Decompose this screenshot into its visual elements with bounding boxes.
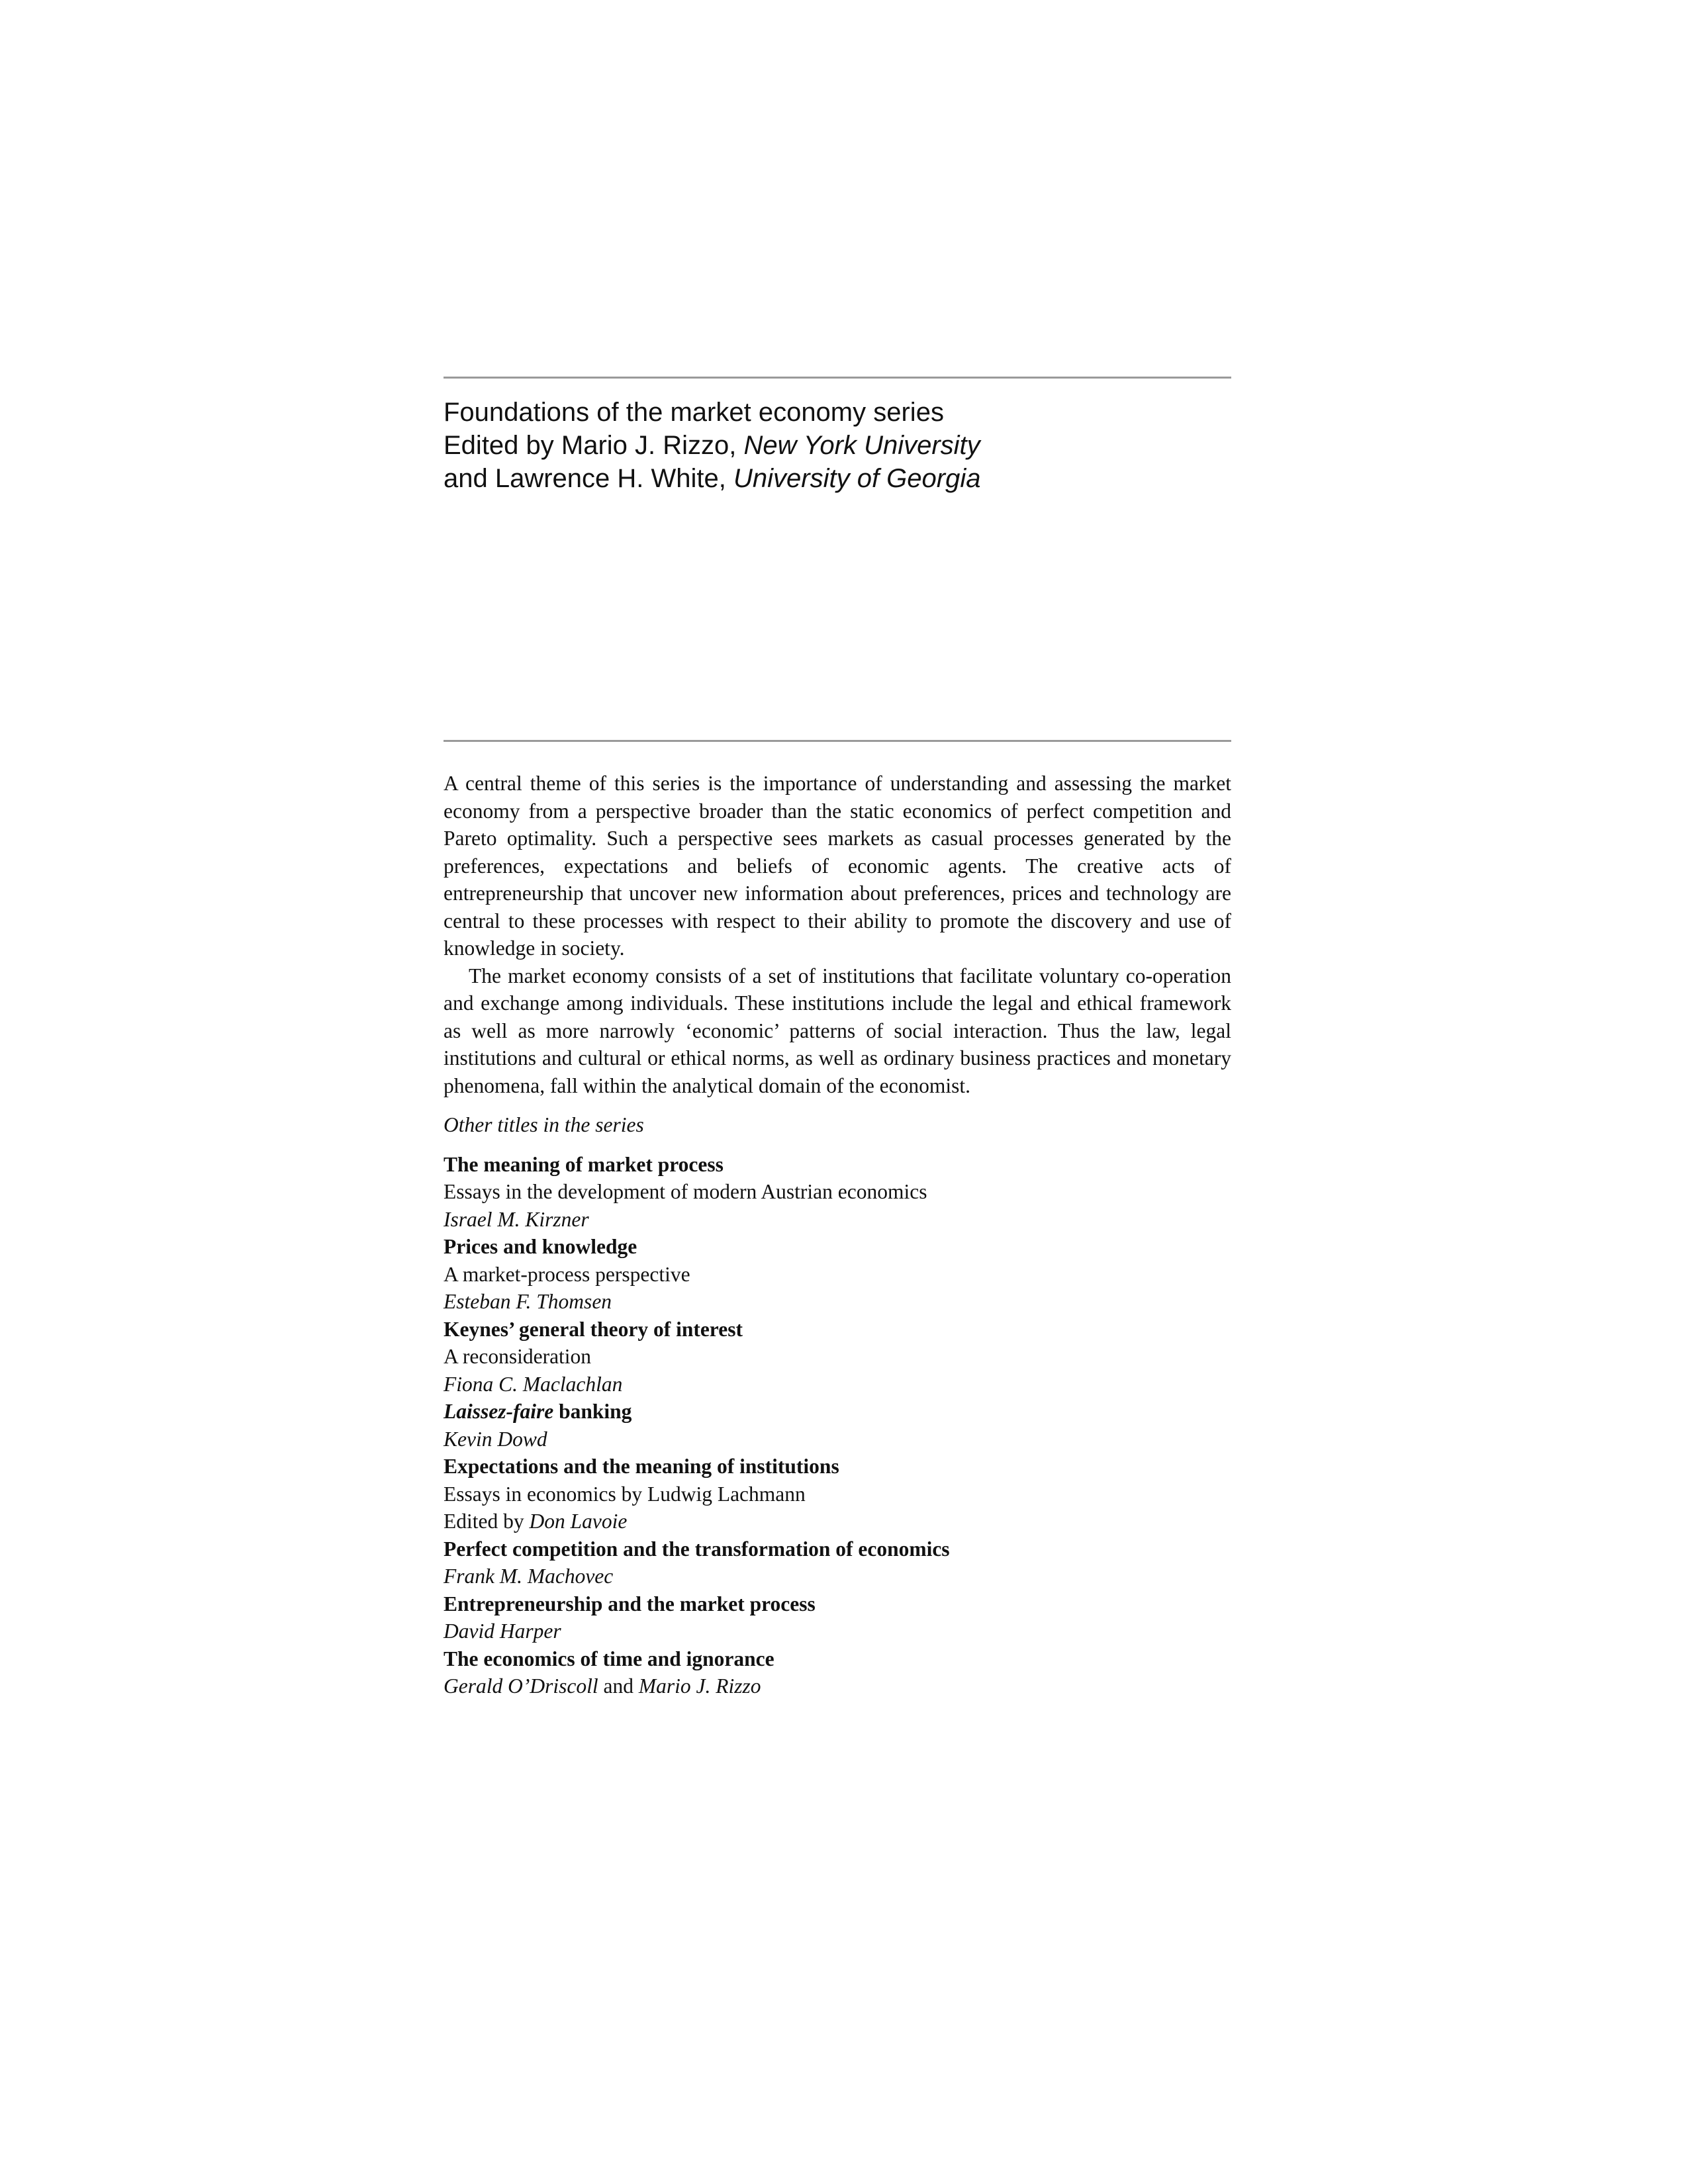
titles-list xyxy=(444,1151,1231,1700)
editor-line-1 xyxy=(444,429,1231,462)
author-joiner: and xyxy=(598,1674,639,1698)
editor-1-name: Edited by Mario J. Rizzo, xyxy=(444,431,744,460)
book-author-2: Mario J. Rizzo xyxy=(638,1674,761,1698)
title-entry xyxy=(444,1453,1231,1535)
top-horizontal-rule xyxy=(444,377,1231,379)
editor-2-affiliation: University of Georgia xyxy=(733,464,981,493)
book-author: Esteban F. Thomsen xyxy=(444,1290,612,1313)
title-entry xyxy=(444,1151,1231,1234)
title-entry xyxy=(444,1316,1231,1398)
book-subtitle: Essays in economics by Ludwig Lachmann xyxy=(444,1482,806,1506)
title-entry xyxy=(444,1645,1231,1700)
book-editor-line xyxy=(444,1508,1231,1535)
book-title-rest: banking xyxy=(553,1400,632,1423)
book-title: The economics of time and ignorance xyxy=(444,1647,774,1670)
book-subtitle: Essays in the development of modern Austrian economics xyxy=(444,1180,927,1203)
title-entry xyxy=(444,1535,1231,1590)
series-description-body xyxy=(444,770,1231,1700)
book-title: Perfect competition and the transformation of economics xyxy=(444,1537,950,1561)
title-entry xyxy=(444,1590,1231,1645)
book-title: The meaning of market process xyxy=(444,1152,724,1176)
book-author: David Harper xyxy=(444,1619,561,1643)
book-title: Entrepreneurship and the market process xyxy=(444,1592,816,1615)
book-title: Prices and knowledge xyxy=(444,1235,637,1258)
other-titles-heading: Other titles in the series xyxy=(444,1113,644,1136)
book-author-1: Gerald O’Driscoll xyxy=(444,1674,598,1698)
editor-line-2 xyxy=(444,462,1231,495)
book-author: Kevin Dowd xyxy=(444,1427,547,1451)
book-title: Keynes’ general theory of interest xyxy=(444,1317,743,1341)
book-subtitle: A reconsideration xyxy=(444,1345,592,1368)
editor-2-name: and Lawrence H. White, xyxy=(444,464,733,493)
description-paragraph-2: The market economy consists of a set of institutions that facilitate voluntary co-operation and exchange among individuals. These institutions include the legal and ethical framework as well as more narrowly ‘economic’ patterns of social interaction. Thus the law, legal institutions and cultural or ethical norms, as well as ordinary business practices and monetary phenomena, fall within the analytical domain of the economist. xyxy=(444,964,1231,1097)
bottom-horizontal-rule xyxy=(444,740,1231,742)
description-paragraph-1: A central theme of this series is the importance of understanding and assessing the market economy from a perspective broader than the static economics of perfect competition and Pareto optimality. Such a perspective sees markets as casual processes generated by the preferences, expectations and beliefs of economic agents. The creative acts of entrepreneurship that uncover new information about preferences, prices and technology are central to these processes with respect to their ability to promote the discovery and use of knowledge in society. xyxy=(444,772,1231,960)
series-title: Foundations of the market economy series xyxy=(444,398,944,427)
book-authors xyxy=(444,1672,1231,1700)
book-subtitle: A market-process perspective xyxy=(444,1262,690,1286)
book-editor: Don Lavoie xyxy=(529,1510,628,1533)
book-author: Frank M. Machovec xyxy=(444,1565,614,1588)
book-title: Expectations and the meaning of institutions xyxy=(444,1455,839,1478)
book-title-italic-part: Laissez-faire xyxy=(444,1400,554,1423)
editor-1-affiliation: New York University xyxy=(743,431,980,460)
book-author: Fiona C. Maclachlan xyxy=(444,1372,623,1396)
title-entry xyxy=(444,1398,1231,1453)
book-title xyxy=(444,1398,1231,1426)
title-entry xyxy=(444,1233,1231,1316)
editor-prefix: Edited by xyxy=(444,1510,530,1533)
book-author: Israel M. Kirzner xyxy=(444,1207,589,1231)
series-header xyxy=(444,396,1231,495)
